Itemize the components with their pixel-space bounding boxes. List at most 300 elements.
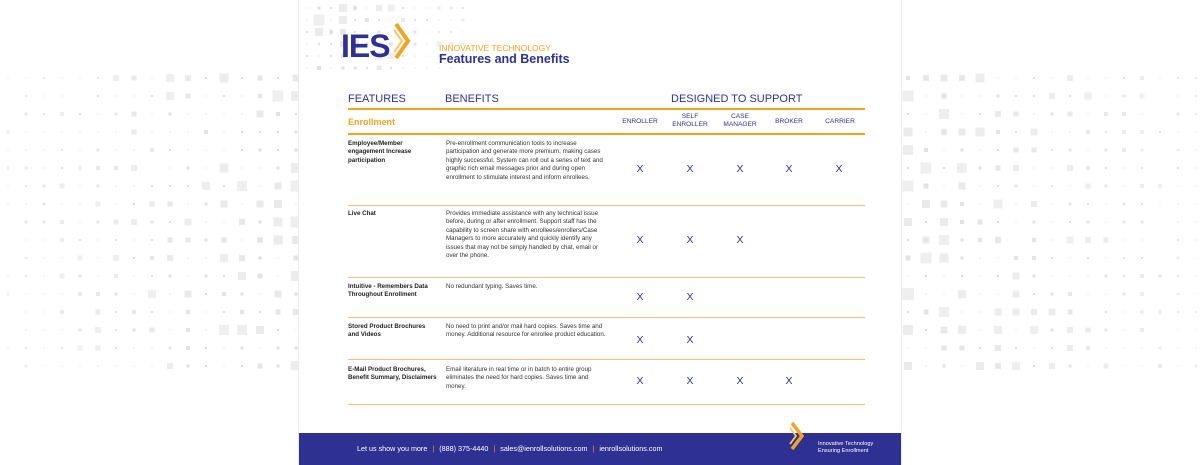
decorative-dot bbox=[25, 113, 28, 116]
decorative-dot bbox=[133, 257, 135, 259]
decorative-dot bbox=[275, 183, 282, 190]
decorative-dot bbox=[80, 186, 81, 187]
decorative-dot bbox=[133, 203, 135, 205]
decorative-dot bbox=[134, 150, 135, 151]
decorative-dot bbox=[1196, 258, 1197, 259]
decorative-dot bbox=[1030, 326, 1038, 334]
decorative-dot bbox=[206, 96, 207, 97]
decorative-dot bbox=[80, 132, 81, 133]
decorative-dot bbox=[79, 329, 82, 332]
decorative-dot bbox=[1088, 114, 1089, 115]
features-sheet bbox=[299, 0, 901, 465]
decorative-dot bbox=[186, 346, 190, 350]
decorative-dot bbox=[403, 68, 404, 69]
decorative-dot bbox=[296, 330, 297, 331]
decorative-dot bbox=[60, 220, 64, 224]
decorative-dot bbox=[1013, 165, 1019, 171]
decorative-dot bbox=[131, 219, 137, 225]
decorative-dot bbox=[926, 114, 927, 115]
decorative-dot bbox=[134, 294, 135, 295]
decorative-dot bbox=[1034, 168, 1035, 169]
decorative-dot bbox=[8, 96, 9, 97]
decorative-dot bbox=[274, 236, 283, 245]
decorative-dot bbox=[1196, 348, 1197, 349]
decorative-dot bbox=[1015, 347, 1017, 349]
decorative-dot bbox=[1034, 186, 1035, 187]
decorative-dot bbox=[276, 112, 280, 116]
role-header-broker: BROKER bbox=[775, 118, 803, 125]
decorative-dot bbox=[43, 221, 46, 224]
decorative-dot bbox=[980, 150, 981, 151]
section-title-enrollment: Enrollment bbox=[348, 117, 396, 127]
decorative-dot bbox=[167, 363, 173, 369]
decorative-dot bbox=[1141, 221, 1144, 224]
decorative-dot bbox=[115, 311, 117, 313]
decorative-dot bbox=[998, 258, 999, 259]
decorative-dot bbox=[962, 312, 963, 313]
decorative-dot bbox=[62, 330, 63, 331]
decorative-dot bbox=[116, 204, 117, 205]
decorative-dot bbox=[995, 111, 1001, 117]
decorative-dot bbox=[907, 311, 909, 313]
decorative-dot bbox=[115, 347, 117, 349]
decorative-dot bbox=[220, 254, 228, 262]
decorative-dot bbox=[26, 312, 27, 313]
decorative-dot bbox=[1142, 114, 1143, 115]
decorative-dot bbox=[1124, 240, 1125, 241]
decorative-dot bbox=[1140, 76, 1144, 80]
decorative-dot bbox=[133, 329, 136, 332]
decorative-dot bbox=[904, 218, 912, 226]
decorative-dot bbox=[259, 131, 261, 133]
decorative-dot bbox=[167, 255, 173, 261]
decorative-dot bbox=[1177, 257, 1180, 260]
decorative-dot bbox=[44, 96, 45, 97]
decorative-dot bbox=[259, 311, 261, 313]
decorative-dot bbox=[450, 7, 453, 10]
decorative-dot bbox=[96, 202, 101, 207]
footer-website-link[interactable]: ienrollsolutions.com bbox=[599, 444, 663, 453]
decorative-dot bbox=[1067, 345, 1073, 351]
decorative-dot bbox=[8, 222, 9, 223]
decorative-dot bbox=[941, 201, 948, 208]
decorative-dot bbox=[908, 276, 909, 277]
decorative-dot bbox=[415, 8, 416, 9]
decorative-dot bbox=[1070, 186, 1071, 187]
decorative-dot bbox=[43, 77, 45, 79]
decorative-dot bbox=[1122, 148, 1126, 152]
decorative-dot bbox=[113, 255, 119, 261]
decorative-dot bbox=[1031, 129, 1038, 136]
decorative-dot bbox=[205, 239, 208, 242]
benefit-text: No redundant typing. Saves time. bbox=[446, 283, 538, 290]
decorative-dot bbox=[995, 363, 1001, 369]
decorative-dot bbox=[152, 132, 153, 133]
decorative-dot bbox=[206, 312, 207, 313]
decorative-dot bbox=[8, 312, 9, 313]
decorative-dot bbox=[1105, 275, 1108, 278]
decorative-dot bbox=[1178, 330, 1179, 331]
decorative-dot bbox=[1014, 256, 1018, 260]
decorative-dot bbox=[923, 75, 929, 81]
decorative-dot bbox=[415, 68, 416, 69]
decorative-dot bbox=[205, 275, 208, 278]
decorative-dot bbox=[1124, 348, 1125, 349]
decorative-dot bbox=[1195, 77, 1197, 79]
decorative-dot bbox=[44, 240, 45, 241]
decorative-dot bbox=[26, 150, 27, 151]
decorative-dot bbox=[80, 312, 81, 313]
decorative-dot bbox=[1069, 365, 1072, 368]
decorative-dot bbox=[151, 95, 153, 97]
decorative-dot bbox=[295, 347, 298, 350]
decorative-dot bbox=[427, 56, 428, 57]
decorative-dot bbox=[1069, 149, 1072, 152]
decorative-dot bbox=[169, 113, 172, 116]
decorative-dot bbox=[241, 149, 243, 151]
decorative-dot bbox=[256, 326, 264, 334]
decorative-dot bbox=[115, 113, 118, 116]
decorative-dot bbox=[238, 272, 246, 280]
decorative-dot bbox=[1031, 309, 1037, 315]
decorative-dot bbox=[957, 163, 967, 173]
decorative-dot bbox=[980, 96, 981, 97]
decorative-dot bbox=[926, 366, 927, 367]
decorative-dot bbox=[941, 129, 947, 135]
decorative-dot bbox=[113, 75, 119, 81]
decorative-dot bbox=[242, 96, 243, 97]
decorative-dot bbox=[1015, 185, 1018, 188]
benefit-text: Provides immediate assistance with any technical issue before, during or after enrollment. Support staff has the capability to screen share with enrollees/enrollers/Case Managers to more accurately and quickly identify any issues that may not be simply handled by chat, email or over the phone. bbox=[446, 210, 599, 260]
decorative-dot bbox=[80, 78, 81, 79]
decorative-dot bbox=[224, 222, 225, 223]
decorative-dot bbox=[97, 95, 99, 97]
footer-phone-link[interactable]: (888) 375-4440 bbox=[439, 444, 489, 453]
decorative-dot bbox=[1014, 112, 1019, 117]
decorative-dot bbox=[924, 148, 928, 152]
decorative-dot bbox=[1015, 95, 1017, 97]
decorative-dot bbox=[330, 55, 332, 57]
decorative-dot bbox=[1196, 168, 1197, 169]
decorative-dot bbox=[152, 168, 153, 169]
decorative-dot bbox=[166, 74, 174, 82]
support-mark: X bbox=[736, 375, 744, 387]
decorative-dot bbox=[151, 311, 153, 313]
decorative-dot bbox=[1177, 275, 1179, 277]
decorative-dot bbox=[1106, 204, 1107, 205]
decorative-dot bbox=[939, 307, 949, 317]
decorative-dot bbox=[1033, 293, 1035, 295]
decorative-dot bbox=[239, 255, 245, 261]
decorative-dot bbox=[61, 347, 63, 349]
decorative-dot bbox=[224, 132, 225, 133]
support-mark: X bbox=[835, 163, 843, 175]
decorative-dot bbox=[237, 181, 247, 191]
decorative-dot bbox=[980, 294, 981, 295]
footer-tagline bbox=[818, 441, 873, 455]
decorative-dot bbox=[1031, 201, 1037, 207]
decorative-dot bbox=[1177, 293, 1179, 295]
decorative-dot bbox=[1016, 78, 1017, 79]
decorative-dot bbox=[961, 257, 964, 260]
decorative-dot bbox=[1141, 311, 1144, 314]
decorative-dot bbox=[1123, 257, 1125, 259]
decorative-dot bbox=[26, 330, 27, 331]
decorative-dot bbox=[1086, 346, 1090, 350]
decorative-dot bbox=[924, 310, 929, 315]
decorative-dot bbox=[906, 256, 911, 261]
section-divider bbox=[348, 133, 865, 135]
decorative-dot bbox=[219, 325, 229, 335]
decorative-dot bbox=[1140, 328, 1144, 332]
decorative-dot bbox=[907, 113, 909, 115]
decorative-dot bbox=[1158, 364, 1162, 368]
decorative-dot bbox=[275, 291, 282, 298]
decorative-dot bbox=[168, 202, 173, 207]
decorative-dot bbox=[61, 149, 63, 151]
decorative-dot bbox=[206, 114, 207, 115]
decorative-dot bbox=[1070, 276, 1071, 277]
decorative-dot bbox=[277, 167, 280, 170]
decorative-dot bbox=[26, 132, 27, 133]
decorative-dot bbox=[206, 258, 207, 259]
decorative-dot bbox=[980, 312, 981, 313]
decorative-dot bbox=[132, 130, 137, 135]
decorative-dot bbox=[98, 258, 99, 259]
decorative-dot bbox=[958, 326, 966, 334]
decorative-dot bbox=[79, 167, 82, 170]
decorative-dot bbox=[134, 96, 135, 97]
decorative-dot bbox=[25, 257, 27, 259]
decorative-dot bbox=[378, 19, 380, 21]
decorative-dot bbox=[926, 294, 927, 295]
decorative-dot bbox=[1016, 330, 1017, 331]
decorative-dot bbox=[1067, 327, 1073, 333]
decorative-dot bbox=[1052, 204, 1053, 205]
decorative-dot bbox=[260, 186, 261, 187]
decorative-dot bbox=[1141, 167, 1143, 169]
decorative-dot bbox=[942, 346, 947, 351]
decorative-dot bbox=[96, 166, 100, 170]
decorative-dot bbox=[960, 346, 965, 351]
decorative-dot bbox=[1196, 294, 1197, 295]
decorative-dot bbox=[277, 77, 279, 79]
decorative-dot bbox=[169, 149, 171, 151]
decorative-dot bbox=[319, 56, 320, 57]
decorative-dot bbox=[1160, 150, 1161, 151]
support-mark: X bbox=[736, 163, 744, 175]
decorative-dot bbox=[151, 185, 153, 187]
decorative-dot bbox=[962, 96, 963, 97]
decorative-dot bbox=[329, 30, 333, 34]
decorative-dot bbox=[1123, 95, 1126, 98]
decorative-dot bbox=[131, 165, 137, 171]
decorative-dot bbox=[223, 275, 225, 277]
decorative-dot bbox=[1032, 238, 1036, 242]
decorative-dot bbox=[8, 330, 9, 331]
decorative-dot bbox=[906, 76, 910, 80]
decorative-dot bbox=[7, 131, 10, 134]
decorative-dot bbox=[1069, 221, 1071, 223]
decorative-dot bbox=[26, 294, 27, 295]
decorative-dot bbox=[1106, 258, 1107, 259]
decorative-dot bbox=[60, 112, 64, 116]
decorative-dot bbox=[186, 328, 190, 332]
decorative-dot bbox=[152, 78, 153, 79]
decorative-dot bbox=[1160, 78, 1161, 79]
support-mark: X bbox=[686, 375, 694, 387]
decorative-dot bbox=[273, 91, 284, 102]
decorative-dot bbox=[151, 275, 153, 277]
decorative-dot bbox=[185, 219, 192, 226]
decorative-dot bbox=[1105, 185, 1108, 188]
decorative-dot bbox=[1178, 132, 1179, 133]
decorative-dot bbox=[959, 183, 966, 190]
decorative-dot bbox=[943, 365, 946, 368]
decorative-dot bbox=[185, 291, 192, 298]
decorative-dot bbox=[979, 347, 981, 349]
decorative-dot bbox=[1086, 130, 1090, 134]
decorative-dot bbox=[902, 288, 914, 300]
decorative-dot-pattern-left bbox=[0, 70, 300, 370]
decorative-dot bbox=[1016, 204, 1017, 205]
decorative-dot bbox=[80, 96, 81, 97]
decorative-dot bbox=[342, 67, 345, 70]
decorative-dot bbox=[223, 185, 225, 187]
decorative-dot bbox=[1014, 148, 1019, 153]
decorative-dot bbox=[78, 256, 83, 261]
decorative-dot bbox=[1067, 75, 1073, 81]
decorative-dot bbox=[152, 114, 153, 115]
decorative-dot bbox=[980, 258, 981, 259]
decorative-dot bbox=[170, 168, 171, 169]
decorative-dot bbox=[80, 204, 81, 205]
decorative-dot bbox=[169, 221, 171, 223]
decorative-dot bbox=[116, 186, 117, 187]
decorative-dot bbox=[1142, 366, 1143, 367]
decorative-dot bbox=[114, 274, 118, 278]
designed-to-support-header: DESIGNED TO SUPPORT bbox=[671, 93, 803, 105]
decorative-dot bbox=[26, 78, 27, 79]
logo-tagline: INNOVATIVE TECHNOLOGY bbox=[439, 43, 551, 53]
decorative-dot bbox=[1068, 292, 1072, 296]
role-header-carrier: CARRIER bbox=[825, 118, 855, 125]
decorative-dot bbox=[962, 366, 963, 367]
decorative-dot bbox=[241, 77, 243, 79]
decorative-dot bbox=[463, 32, 464, 33]
decorative-dot bbox=[25, 347, 27, 349]
benefit-text: No need to print and/or mail hard copies. Saves time and money. Additional resource for enrollee product education. bbox=[446, 323, 606, 339]
decorative-dot bbox=[295, 149, 298, 152]
decorative-dot bbox=[44, 330, 45, 331]
decorative-dot bbox=[427, 8, 428, 9]
decorative-dot bbox=[79, 239, 81, 241]
decorative-dot bbox=[80, 222, 81, 223]
decorative-dot bbox=[260, 294, 261, 295]
decorative-dot bbox=[1160, 204, 1161, 205]
decorative-dot bbox=[462, 19, 465, 22]
decorative-dot bbox=[998, 78, 999, 79]
decorative-dot bbox=[1033, 77, 1035, 79]
decorative-dot bbox=[258, 364, 263, 369]
decorative-dot bbox=[224, 114, 225, 115]
decorative-dot bbox=[150, 328, 155, 333]
decorative-dot bbox=[330, 7, 332, 9]
decorative-dot bbox=[116, 150, 117, 151]
support-mark: X bbox=[636, 334, 644, 346]
support-mark: X bbox=[785, 163, 793, 175]
decorative-dot bbox=[976, 362, 984, 370]
decorative-dot bbox=[60, 238, 64, 242]
decorative-dot bbox=[186, 238, 191, 243]
decorative-dot bbox=[307, 44, 308, 45]
decorative-dot bbox=[1106, 348, 1107, 349]
row-divider bbox=[348, 359, 865, 360]
decorative-dot bbox=[257, 201, 264, 208]
decorative-dot bbox=[222, 238, 227, 243]
decorative-dot bbox=[903, 325, 913, 335]
decorative-dot bbox=[940, 254, 949, 263]
decorative-dot bbox=[904, 362, 912, 370]
decorative-dot bbox=[134, 276, 135, 277]
decorative-dot bbox=[1088, 312, 1089, 313]
decorative-dot bbox=[903, 91, 914, 102]
decorative-dot bbox=[1160, 168, 1161, 169]
decorative-dot bbox=[921, 163, 932, 174]
decorative-dot bbox=[451, 68, 452, 69]
decorative-dot bbox=[43, 113, 45, 115]
decorative-dot bbox=[998, 294, 999, 295]
decorative-dot bbox=[1160, 114, 1161, 115]
decorative-dot bbox=[1034, 348, 1035, 349]
decorative-dot bbox=[116, 96, 117, 97]
support-mark: X bbox=[636, 234, 644, 246]
decorative-dot bbox=[116, 132, 117, 133]
decorative-dot bbox=[1051, 293, 1054, 296]
footer-bar bbox=[299, 433, 901, 465]
decorative-dot bbox=[438, 31, 440, 33]
decorative-dot bbox=[97, 77, 99, 79]
decorative-dot bbox=[1088, 78, 1089, 79]
decorative-dot bbox=[976, 74, 985, 83]
decorative-dot bbox=[44, 132, 45, 133]
decorative-dot bbox=[1160, 330, 1161, 331]
decorative-dot bbox=[1016, 240, 1017, 241]
decorative-dot bbox=[1086, 328, 1091, 333]
decorative-dot bbox=[450, 31, 452, 33]
decorative-dot bbox=[959, 129, 966, 136]
decorative-dot bbox=[276, 310, 281, 315]
decorative-dot bbox=[224, 366, 225, 367]
decorative-dot bbox=[222, 292, 226, 296]
footer-email-link[interactable]: sales@ienrollsolutions.com bbox=[500, 444, 588, 453]
decorative-dot bbox=[1033, 95, 1035, 97]
decorative-dot bbox=[188, 276, 189, 277]
decorative-dot bbox=[331, 20, 332, 21]
decorative-dot bbox=[1049, 93, 1055, 99]
decorative-dot bbox=[169, 347, 172, 350]
decorative-dot bbox=[241, 293, 244, 296]
decorative-dot bbox=[976, 128, 985, 137]
decorative-dot bbox=[377, 66, 382, 71]
decorative-dot bbox=[150, 148, 154, 152]
footer-cta: Let us show you more bbox=[357, 444, 428, 453]
decorative-dot bbox=[1178, 96, 1179, 97]
decorative-dot bbox=[242, 240, 243, 241]
decorative-dot bbox=[8, 78, 9, 79]
decorative-dot bbox=[354, 67, 357, 70]
decorative-dot bbox=[205, 77, 207, 79]
